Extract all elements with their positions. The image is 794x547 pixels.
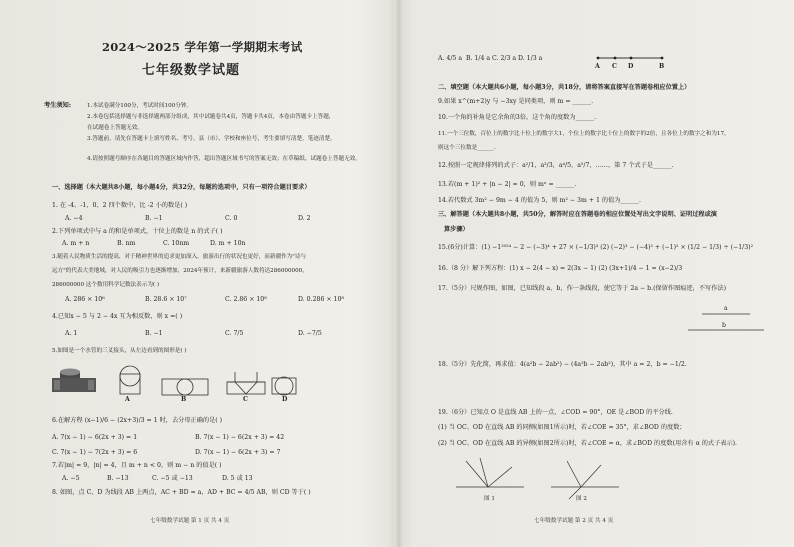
figure-2-caption: 图 2 — [576, 496, 587, 502]
page-footer: 七年级数学试题 第 2 页 共 4 页 — [534, 518, 614, 524]
option: D. 7(x − 1) − 6(2x + 3) = 7 — [195, 449, 281, 456]
figure-1-caption: 图 1 — [484, 496, 495, 502]
option: C. 2.86 × 10⁸ — [225, 296, 267, 303]
option: B. −1 — [145, 330, 163, 337]
option: B. 7(x − 1) − 6(2x + 3) = 42 — [195, 434, 285, 441]
section-answer-cont: 算步骤） — [444, 226, 469, 233]
pipe-joint-figures — [50, 362, 350, 404]
question-19-part2: (2) 当 OC、OD 在直线 AB 的异侧(如图2所示)时，若∠COE = α，求∠BOD 的度数(用含有 α 的式子表示). — [438, 440, 738, 447]
question-2: 2.下列单项式中与 a 的和是单项式，十位上的数是 n 的式子( ) — [52, 228, 223, 235]
point-label: C — [612, 63, 617, 70]
question-19-part1: (1) 当 OC、OD 在直线 AB 的同侧(如图1所示)时，若∠COE = 35°，求∠BOD 的度数； — [438, 424, 686, 431]
question-11: 11.一个三位数，百位上的数字比十位上的数字大1，个位上的数字比十位上的数字的2倍，且各位上的数字之和为17， — [438, 131, 730, 137]
question-11-cont: 则这个三位数是______. — [438, 145, 496, 151]
option: C. 7/5 — [225, 330, 244, 337]
section-answer: 三、解答题（本大题共8小题，共50分，解答时应在答题卷的相应位置处写出文字说明、证明过程或演 — [438, 211, 717, 218]
question-13: 13.若(m + 1)² + |n − 2| = 0，则 mⁿ = ______. — [438, 181, 577, 188]
option: A. m + n — [62, 240, 90, 247]
figure-label: C — [243, 396, 248, 403]
notice-line: 4.请按照题号顺序在各题目的答题区域内作答，超出答题区域书写的答案无效；在草稿纸、试题卷上答题无效。 — [87, 156, 361, 162]
option: C. 0 — [225, 215, 238, 222]
notice-line: 2.本卷包括选择题与非选择题两部分组成，其中试题卷共4页，答题卡共4页，本卷由答题卡上答题， — [87, 114, 335, 120]
option: D. 0.286 × 10⁸ — [298, 296, 344, 303]
option: C. 7(x − 1) − 7(2x + 3) = 6 — [52, 449, 138, 456]
question-12: 12.按照一定规律排列的式子：a²/1，a³/3，a⁴/5，a⁵/7，……，第 7 个式子是______. — [438, 162, 674, 169]
option: D. −7/5 — [298, 330, 322, 337]
question-7: 7.若|m| = 9，|n| = 4，且 m + n < 0，则 m − n 的值是( ) — [52, 462, 222, 469]
question-18: 18.（5分）先化简，再求值：4(a²b − 2ab²) − (4a²b − 2ab²)，其中 a = 2，b = −1/2. — [438, 361, 687, 368]
question-3-cont: 远方"的代表大美地域，对人民的吸引力也逐渐增加，2024年预计，来新疆旅游人数将达286000000， — [52, 268, 308, 274]
exam-subtitle: 七年级数学试题 — [142, 63, 241, 78]
question-15: 15.(6分)计算：(1) −1²⁰²⁴ − 2 − (−3)⁴ + 27 × (−1/3)³ (2) (−2)³ − (−4)² + (−1)² × (1/2 − 1/3) ÷ (−1/3)² — [438, 244, 754, 251]
section-choice: 一、选择题（本大题共8小题，每小题4分，共32分，每题的选项中，只有一项符合题目要求） — [52, 184, 311, 191]
question-17: 17.（5分）尺规作图，如图，已知线段 a、b，作一条线段，使它等于 2a − b.(保留作图痕迹，不写作法) — [438, 285, 726, 292]
question-3: 3.随着人民物质生活的提高，对于精神世界的追求更加深入。旅游出行的状况也更好，而新疆作为"诗与 — [52, 254, 307, 260]
option: A. 4/5 a — [438, 55, 463, 62]
point-label: B — [659, 63, 665, 70]
question-1: 1. 在 -4、-1、0、2 四个数中，比 -2 小的数是( ) — [52, 202, 188, 209]
pipe-joint-image — [52, 369, 96, 393]
option: C. 10nm — [163, 240, 190, 247]
page-footer: 七年级数学试题 第 1 页 共 4 页 — [150, 518, 230, 524]
point-label: A — [595, 63, 600, 70]
segment-label-b: b — [722, 322, 726, 329]
figure-label: B — [181, 396, 187, 403]
option: D. 5 或 13 — [222, 475, 253, 482]
figure-label: D — [282, 396, 288, 403]
option: B. 28.6 × 10⁷ — [145, 296, 187, 303]
notice-label: 考生须知: — [44, 102, 72, 109]
notice-line: 1.本试卷满分100分，考试时间100分钟。 — [87, 103, 193, 109]
option: A. −5 — [62, 475, 80, 482]
question-14: 14.若代数式 3m² − 9m − 4 的值为 5，则 m² − 3m + 1 的值为______. — [438, 197, 641, 204]
option: A. 1 — [65, 330, 78, 337]
page-1 — [0, 0, 394, 547]
option: D. m + 10n — [210, 240, 246, 247]
question-16: 16.（8 分）解下列方程：(1) x − 2(4 − x) = 2(3x − 1) (2) (3x+1)/4 − 1 = (x−2)/3 — [438, 265, 683, 272]
question-5: 5.如图是一个水管的三叉接头，从左边看到的图形是( ) — [52, 348, 187, 354]
option: C. 2/3 a — [492, 55, 517, 62]
question-8: 8. 如图，点 C、D 为线段 AB 上两点，AC + BD = a，AD + BC = 4/5 AB，则 CD 等于( ) — [52, 489, 311, 496]
segment-label-a: a — [724, 305, 728, 312]
question-19: 19.（6分）已知点 O 是直线 AB 上的一点，∠COD = 90°，OE 是∠BOD 的平分线. — [438, 409, 673, 416]
page-2 — [404, 0, 794, 547]
question-6: 6.在解方程 (x−1)/6 − (2x+3)/3 = 1 时，去分母正确的是( ) — [52, 417, 223, 424]
option: A. −4 — [65, 215, 83, 222]
option: B. −13 — [107, 475, 129, 482]
section-fill-in: 二、填空题（本大题共6小题，每小题3分，共18分，请将答案直接写在答题卷相应位置上） — [438, 84, 691, 91]
point-label: D — [628, 63, 634, 70]
option: D. 1/3 a — [518, 55, 543, 62]
notice-line: 在试题卷上答题无效。 — [87, 125, 143, 131]
question-3-cont: 286000000 这个数用科学记数法表示为( ) — [52, 282, 160, 288]
page-fold — [394, 0, 404, 547]
option: B. nm — [117, 240, 136, 247]
notice-line: 3.答题前，请先在答题卡上填写姓名、考号、县（市）、学校和座位号，考生要填写清楚，笔迹清楚。 — [87, 136, 336, 142]
question-9: 9.如果 x^(m+2)y 与 −3xy 是同类项，则 m = ______. — [438, 98, 594, 105]
option: B. −1 — [145, 215, 163, 222]
option: B. 1/4 a — [466, 55, 491, 62]
question-10: 10.一个角的补角是它余角的3倍，这个角的度数为______. — [438, 114, 597, 121]
option: C. −5 或 −13 — [152, 475, 193, 482]
question-4: 4.已知x − 5 与 2 − 4x 互为相反数，则 x =( ) — [52, 313, 183, 320]
figure-1 — [452, 455, 527, 497]
exam-title: 2024～2025 学年第一学期期末考试 — [102, 40, 303, 54]
option: A. 7(x − 1) − 6(2x + 3) = 1 — [52, 434, 138, 441]
option: D. 2 — [298, 215, 311, 222]
figure-label: A — [125, 396, 130, 403]
option: A. 286 × 10⁶ — [65, 296, 105, 303]
